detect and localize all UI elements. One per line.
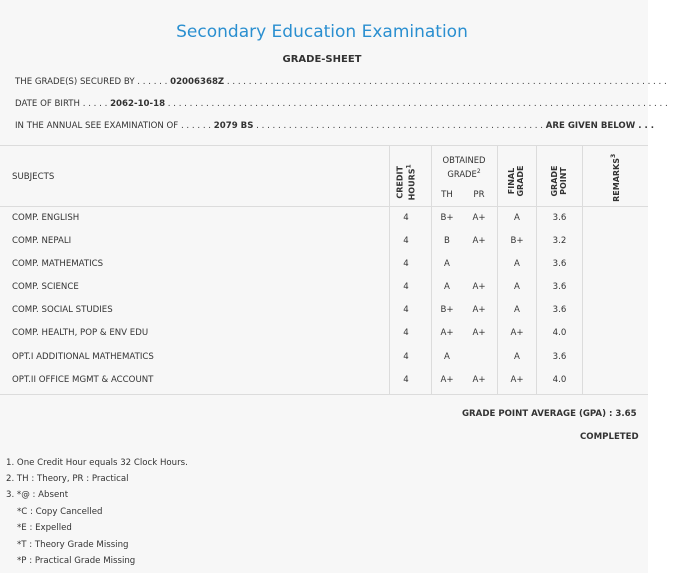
obtained-header-line2 (432, 166, 496, 180)
footnote-item: *P : Practical Grade Missing (17, 556, 136, 566)
subject-name: COMP. HEALTH, POP & ENV EDU (12, 328, 149, 338)
page-subtitle: GRADE-SHEET (282, 54, 362, 65)
theory-grade: B (444, 236, 450, 246)
grade-point: 3.2 (552, 236, 567, 246)
credit-header-sup: 1 (405, 164, 413, 169)
gpa-text: GRADE POINT AVERAGE (GPA) : 3.65 (462, 409, 637, 419)
secured-by-dots: . . . . . . . . . . . . . . . . . . . . . . . . . . . . . . . . . . . . . . . . . . . . . . . . . . . . . . . . . . . . . . . . . . . . . . . . . . . . . . . . . (226, 77, 667, 87)
final-header-line1: FINAL (507, 167, 516, 195)
col-divider (431, 145, 432, 395)
final-grade-header (507, 160, 525, 202)
credit-hours: 4 (403, 352, 409, 362)
credit-hours-header (396, 162, 417, 202)
grade-point: 3.6 (552, 213, 567, 223)
theory-grade: B+ (440, 213, 454, 223)
obtained-header-text: GRADE (447, 168, 477, 179)
credit-header-line2 (405, 162, 417, 202)
final-grade: A (514, 213, 520, 223)
secured-by-line (15, 77, 667, 87)
gp-header-line1: GRADE (550, 165, 559, 197)
practical-grade: A+ (472, 213, 486, 223)
dob-value: 2062-10-18 (110, 99, 166, 109)
theory-grade: A (444, 259, 450, 269)
grade-point: 3.6 (552, 259, 567, 269)
table-bottom-rule (0, 394, 648, 395)
footnote-item: 1. One Credit Hour equals 32 Clock Hours. (6, 458, 188, 468)
subject-name: COMP. SOCIAL STUDIES (12, 305, 113, 315)
table-top-rule (0, 145, 648, 146)
credit-hours: 4 (403, 375, 409, 385)
theory-grade: B+ (440, 305, 454, 315)
credit-header-line1: CREDIT (395, 166, 405, 199)
remarks-header (609, 146, 621, 210)
gp-header-line2: POINT (559, 167, 568, 195)
final-grade: B+ (510, 236, 524, 246)
col-divider (582, 145, 583, 395)
grade-point-header (550, 160, 568, 202)
final-grade: A+ (510, 328, 524, 338)
practical-grade: A+ (472, 236, 486, 246)
subject-name: COMP. MATHEMATICS (12, 259, 104, 269)
footnote-item: *C : Copy Cancelled (17, 507, 103, 517)
final-grade: A (514, 259, 520, 269)
footnote-item: 2. TH : Theory, PR : Practical (6, 474, 129, 484)
subject-name: COMP. ENGLISH (12, 213, 80, 223)
grade-point: 4.0 (552, 375, 567, 385)
obtained-grade-header (432, 154, 496, 180)
credit-header-text: HOURS (407, 168, 417, 201)
final-grade: A (514, 352, 520, 362)
credit-hours: 4 (403, 259, 409, 269)
th-header: TH (441, 190, 453, 200)
footnote-item: *T : Theory Grade Missing (17, 540, 129, 550)
remarks-header-sup: 3 (610, 153, 618, 158)
status-text: COMPLETED (580, 432, 639, 442)
practical-grade: A+ (472, 375, 486, 385)
practical-grade: A+ (472, 305, 486, 315)
pr-header: PR (473, 190, 485, 200)
theory-grade: A (444, 352, 450, 362)
grade-point: 3.6 (552, 352, 567, 362)
exam-line (15, 121, 654, 131)
exam-dots: . . . . . . . . . . . . . . . . . . . . . . . . . . . . . . . . . . . . . . . . . . . . . . . . . . . . . (256, 121, 543, 131)
theory-grade: A+ (440, 375, 454, 385)
final-grade: A+ (510, 375, 524, 385)
exam-tail: ARE GIVEN BELOW . . . (545, 121, 654, 131)
page-title: Secondary Education Examination (176, 22, 468, 42)
theory-grade: A (444, 282, 450, 292)
secured-by-label: THE GRADE(S) SECURED BY . . . . . . (15, 77, 168, 87)
final-grade: A (514, 282, 520, 292)
credit-hours: 4 (403, 236, 409, 246)
subjects-header: SUBJECTS (12, 172, 55, 182)
dob-label: DATE OF BIRTH . . . . . (15, 99, 108, 109)
theory-grade: A+ (440, 328, 454, 338)
grade-point: 3.6 (552, 305, 567, 315)
practical-grade: A+ (472, 282, 486, 292)
final-grade: A (514, 305, 520, 315)
credit-hours: 4 (403, 305, 409, 315)
practical-grade: A+ (472, 328, 486, 338)
subject-name: COMP. NEPALI (12, 236, 72, 246)
table-header-rule (0, 206, 648, 207)
subject-name: OPT.II OFFICE MGMT & ACCOUNT (12, 375, 154, 385)
subject-name: COMP. SCIENCE (12, 282, 79, 292)
exam-value: 2079 BS (213, 121, 254, 131)
dob-line (15, 99, 668, 109)
remarks-header-text: REMARKS (611, 157, 621, 202)
subject-name: OPT.I ADDITIONAL MATHEMATICS (12, 352, 154, 362)
obtained-header-line1: OBTAINED (442, 155, 486, 165)
credit-hours: 4 (403, 328, 409, 338)
dob-dots: . . . . . . . . . . . . . . . . . . . . . . . . . . . . . . . . . . . . . . . . . . . . . . . . . . . . . . . . . . . . . . . . . . . . . . . . . . . . . . . . . . . . . . . . . . . . (167, 99, 668, 109)
footnote-item: *E : Expelled (17, 523, 72, 533)
secured-by-value: 02006368Z (170, 77, 225, 87)
exam-label: IN THE ANNUAL SEE EXAMINATION OF . . . . . . (15, 121, 212, 131)
grade-point: 3.6 (552, 282, 567, 292)
obtained-header-sup: 2 (476, 168, 481, 175)
footnote-item: 3. *@ : Absent (6, 490, 69, 500)
credit-hours: 4 (403, 213, 409, 223)
final-header-line2: GRADE (516, 165, 525, 197)
grade-point: 4.0 (552, 328, 567, 338)
credit-hours: 4 (403, 282, 409, 292)
